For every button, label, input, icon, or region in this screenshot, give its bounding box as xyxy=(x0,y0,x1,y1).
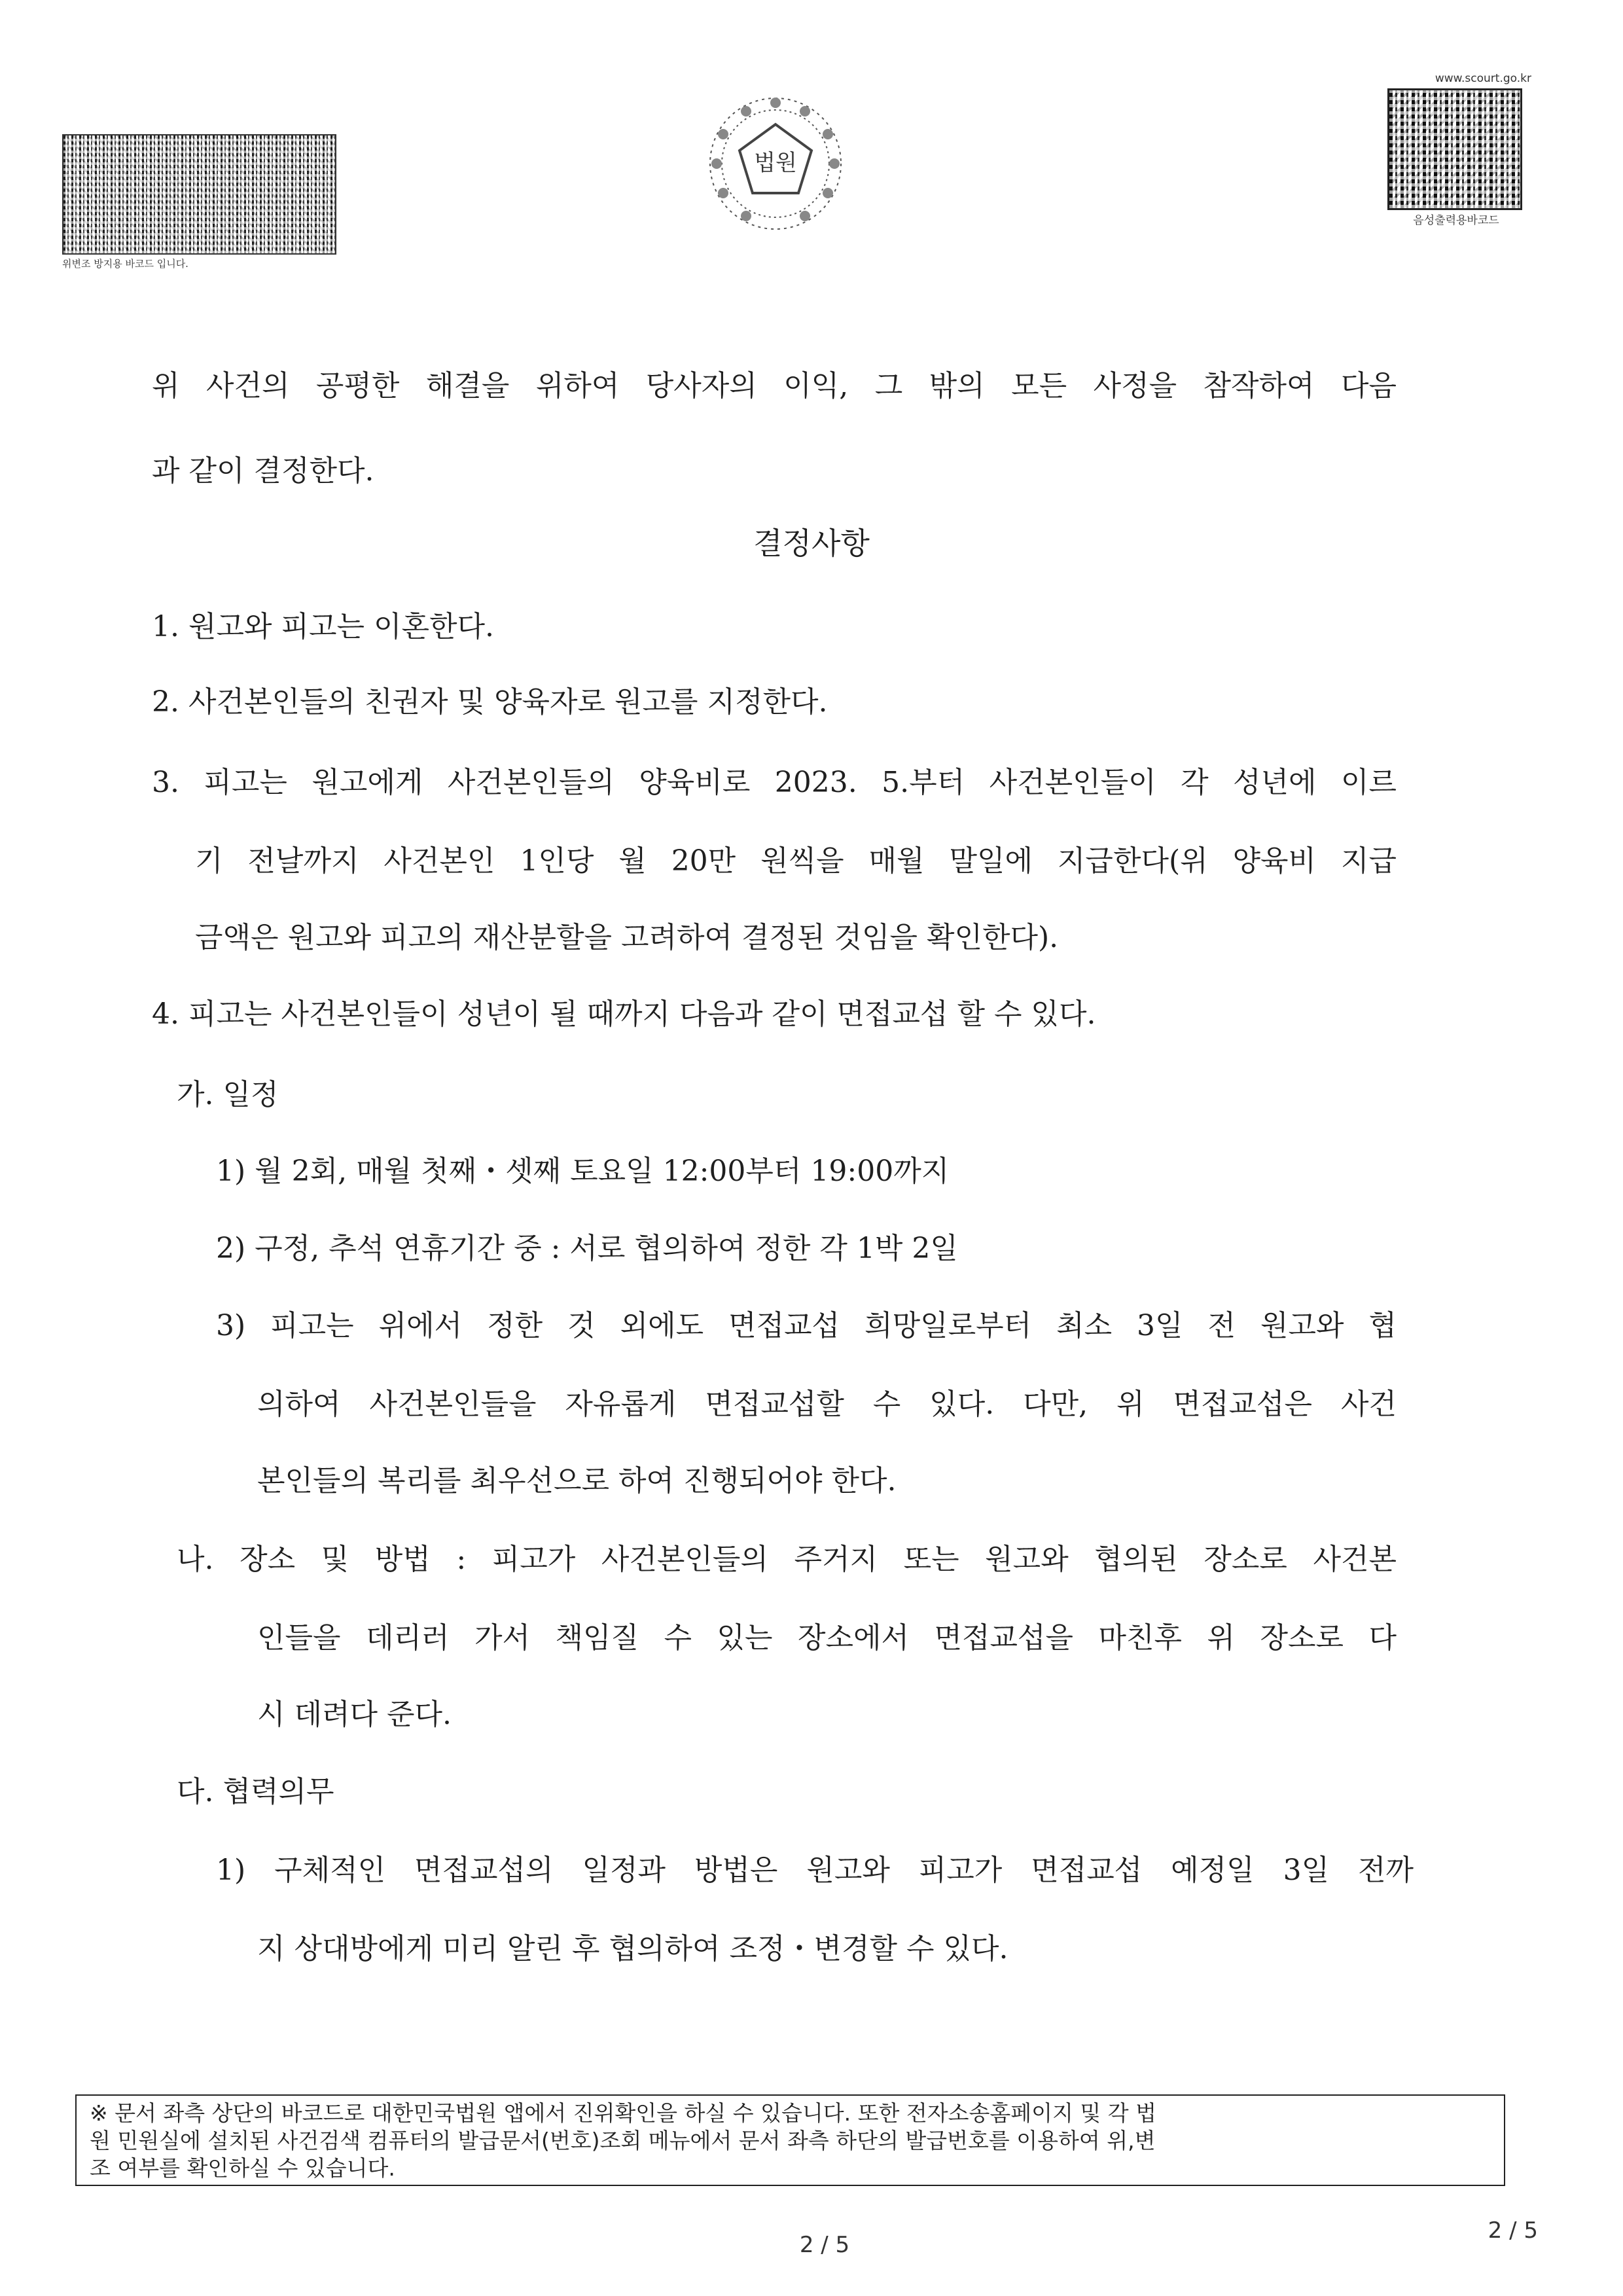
voice-output-barcode xyxy=(1387,88,1522,210)
page-number-center: 2 / 5 xyxy=(799,2232,850,2258)
intro-line-1: 위 사건의 공평한 해결을 위하여 당사자의 이익, 그 밖의 모든 사정을 참작하여 다음 xyxy=(152,369,1397,403)
notice-line-1: ※ 문서 좌측 상단의 바코드로 대한민국법원 앱에서 진위확인을 하실 수 있습니다. 또한 전자소송홈페이지 및 각 법 xyxy=(90,2100,1156,2126)
item-3-line-2: 기 전날까지 사건본인 1인당 월 20만 원씩을 매월 말일에 지급한다(위 양육비 지급 xyxy=(195,844,1397,878)
item-3-line-3: 금액은 원고와 피고의 재산분할을 고려하여 결정된 것임을 확인한다). xyxy=(195,921,1059,954)
anti-forgery-barcode xyxy=(62,134,336,255)
ga-item-2: 2) 구정, 추석 연휴기간 중 : 서로 협의하여 정한 각 1박 2일 xyxy=(216,1232,958,1265)
item-3-line-1: 3. 피고는 원고에게 사건본인들의 양육비로 2023. 5.부터 사건본인들이 각 성년에 이르 xyxy=(152,766,1397,799)
item-1: 1. 원고와 피고는 이혼한다. xyxy=(152,610,494,643)
qr-url: www.scourt.go.kr xyxy=(1435,72,1531,85)
sub-da-heading: 다. 협력의무 xyxy=(177,1775,334,1808)
notice-line-2: 원 민원실에 설치된 사건검색 컴퓨터의 발급문서(번호)조회 메뉴에서 문서 좌측 하단의 발급번호를 이용하여 위,변 xyxy=(90,2128,1156,2153)
decision-heading: 결정사항 xyxy=(753,526,870,561)
court-emblem-icon xyxy=(700,88,851,239)
ga-item-3-line-2: 의하여 사건본인들을 자유롭게 면접교섭할 수 있다. 다만, 위 면접교섭은 사건 xyxy=(257,1388,1397,1421)
ga-item-3-line-3: 본인들의 복리를 최우선으로 하여 진행되어야 한다. xyxy=(257,1464,897,1498)
da-item-1-line-2: 지 상대방에게 미리 알린 후 협의하여 조정・변경할 수 있다. xyxy=(257,1932,1008,1965)
na-line-2: 인들을 데리러 가서 책임질 수 있는 장소에서 면접교섭을 마친후 위 장소로 다 xyxy=(257,1621,1397,1655)
item-2: 2. 사건본인들의 친권자 및 양육자로 원고를 지정한다. xyxy=(152,685,828,719)
da-item-1-line-1: 1) 구체적인 면접교섭의 일정과 방법은 원고와 피고가 면접교섭 예정일 3일 전까 xyxy=(216,1854,1414,1887)
notice-line-3: 조 여부를 확인하실 수 있습니다. xyxy=(90,2155,395,2181)
na-line-1: 나. 장소 및 방법 : 피고가 사건본인들의 주거지 또는 원고와 협의된 장소로 사건본 xyxy=(177,1543,1397,1576)
verification-notice xyxy=(75,2094,1505,2186)
intro-line-2: 과 같이 결정한다. xyxy=(152,454,374,488)
anti-forgery-barcode-caption: 위변조 방지용 바코드 입니다. xyxy=(62,258,188,270)
ga-item-3-line-1: 3) 피고는 위에서 정한 것 외에도 면접교섭 희망일로부터 최소 3일 전 원고와 협 xyxy=(216,1309,1397,1342)
ga-item-1: 1) 월 2회, 매월 첫째・셋째 토요일 12:00부터 19:00까지 xyxy=(216,1155,950,1188)
page-number-right: 2 / 5 xyxy=(1488,2217,1538,2244)
sub-ga-heading: 가. 일정 xyxy=(177,1078,279,1111)
voice-output-barcode-caption: 음성출력용바코드 xyxy=(1413,214,1499,227)
emblem-label: 법원 xyxy=(754,150,797,176)
item-4: 4. 피고는 사건본인들이 성년이 될 때까지 다음과 같이 면접교섭 할 수 있다. xyxy=(152,997,1096,1031)
na-line-3: 시 데려다 준다. xyxy=(257,1698,452,1731)
